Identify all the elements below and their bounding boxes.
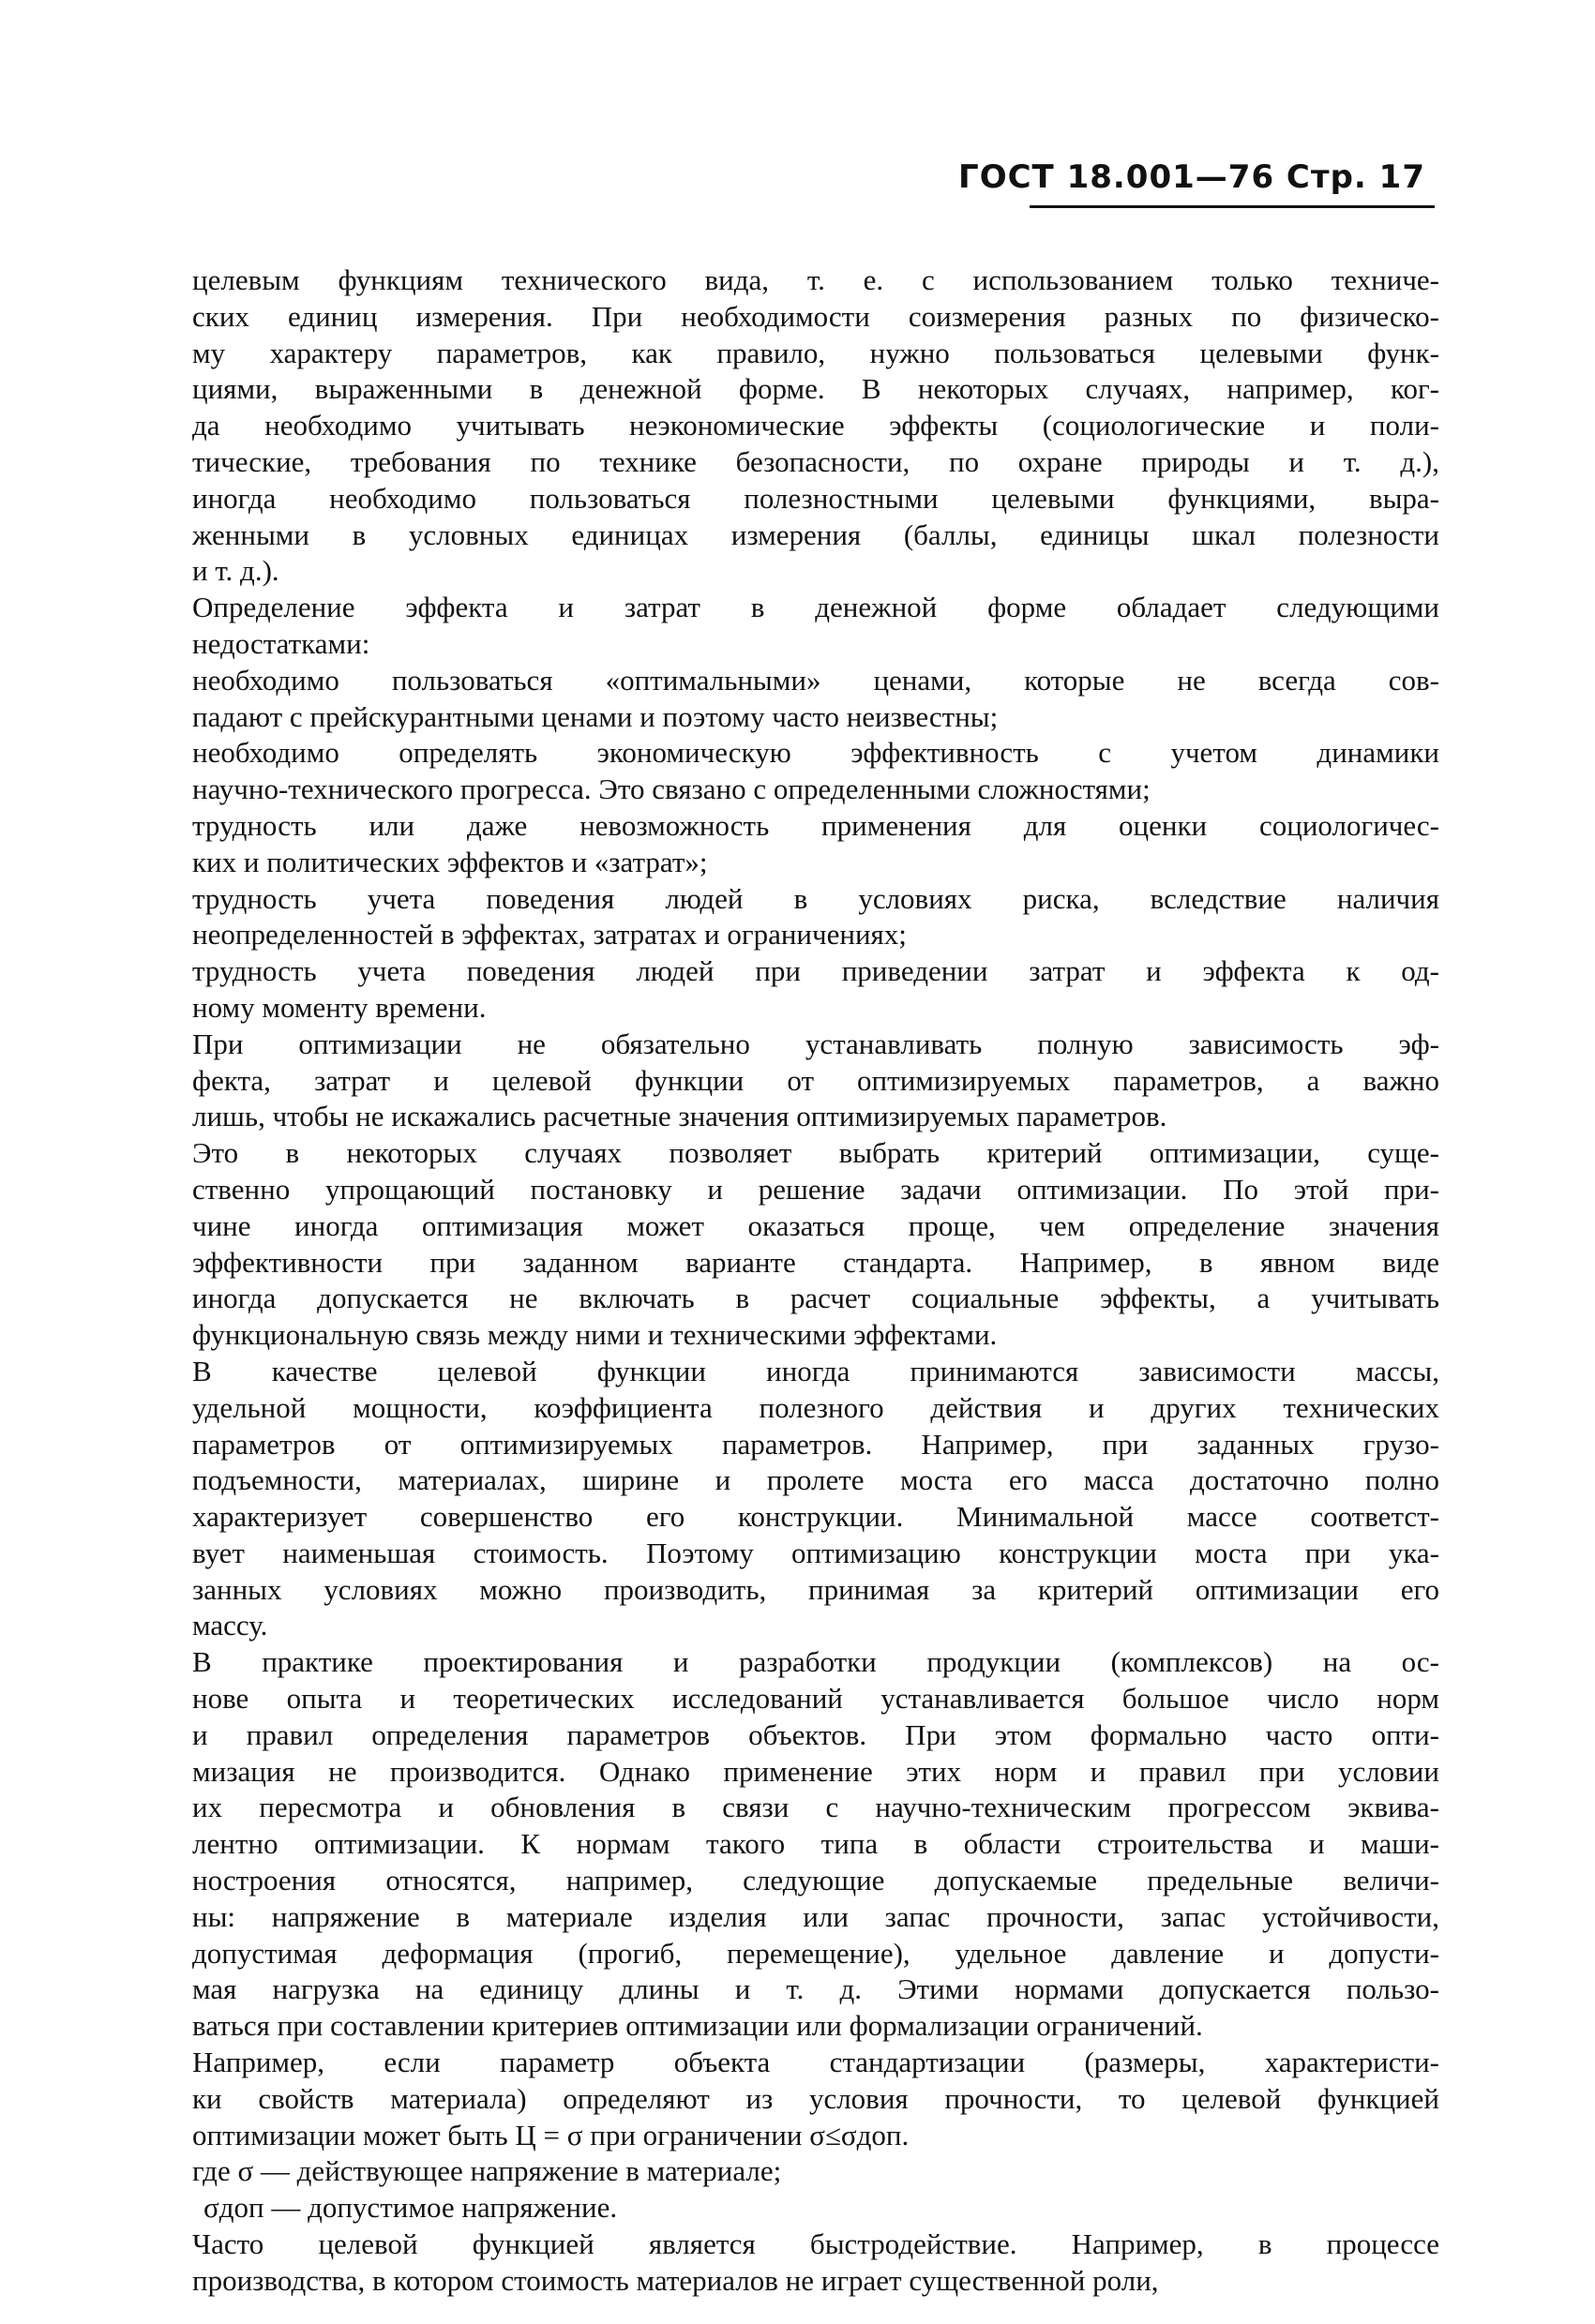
text-line: ки свойств материала) определяют из условия прочности, то целевой функцией [192, 2081, 1439, 2115]
text-line: В практике проектирования и разработки продукции (комплексов) на ос- [192, 1645, 1439, 1679]
text-line: мая нагрузка на единицу длины и т. д. Этими нормами допускается пользо- [192, 1972, 1439, 2006]
text-line: В качестве целевой функции иногда принимаются зависимости массы, [192, 1354, 1439, 1387]
text-line: удельной мощности, коэффициента полезного действия и других технических [192, 1390, 1439, 1424]
text-line: ны: напряжение в материале изделия или запас прочности, запас устойчивости, [192, 1899, 1439, 1933]
paragraph [192, 262, 1439, 590]
text-line: функциональную связь между ними и техническими эффектами. [192, 1318, 998, 1352]
text-line: женными в условных единицах измерения (баллы, единицы шкал полезности [192, 517, 1439, 551]
text-line: подъемности, материалах, ширине и пролете моста его масса достаточно полно [192, 1463, 1439, 1497]
paragraph [192, 953, 1439, 1027]
text-line: тические, требования по технике безопасности, по охране природы и т. д.), [192, 444, 1439, 478]
text-line: σдоп — допустимое напряжение. [203, 2191, 618, 2225]
text-line: ких и политических эффектов и «затрат»; [192, 845, 708, 878]
paragraph [192, 1354, 1439, 1644]
text-line: трудность учета поведения людей в условиях риска, вследствие наличия [192, 881, 1439, 915]
text-line: Например, если параметр объекта стандартизации (размеры, характеристи- [192, 2046, 1439, 2079]
text-line: эффективности при заданном варианте стандарта. Например, в явном виде [192, 1245, 1439, 1279]
text-line: чине иногда оптимизация может оказаться проще, чем определение значения [192, 1208, 1439, 1242]
text-line: недостатками: [192, 626, 370, 660]
text-line: иногда необходимо пользоваться полезностными целевыми функциями, выра- [192, 481, 1439, 515]
paragraph [192, 1644, 1439, 2045]
paragraph [192, 2153, 1439, 2190]
text-line: производства, в котором стоимость материалов не играет существенной роли, [192, 2263, 1159, 2297]
text-line: циями, выраженными в денежной форме. В некоторых случаях, например, ког- [192, 372, 1439, 406]
text-line: При оптимизации не обязательно устанавливать полную зависимость эф- [192, 1027, 1439, 1060]
text-line: необходимо пользоваться «оптимальными» ценами, которые не всегда сов- [192, 663, 1439, 697]
text-line: неопределенностей в эффектах, затратах и ограничениях; [192, 918, 907, 952]
text-line: массу. [192, 1609, 268, 1642]
text-line: Определение эффекта и затрат в денежной форме обладает следующими [192, 591, 1439, 624]
text-line: лентно оптимизации. К нормам такого типа в области строительства и маши- [192, 1827, 1439, 1861]
text-line: Часто целевой функцией является быстродействие. Например, в процессе [192, 2227, 1439, 2261]
text-line: вует наименьшая стоимость. Поэтому оптимизацию конструкции моста при ука- [192, 1536, 1439, 1569]
paragraph [192, 2190, 1439, 2227]
text-line: ственно упрощающий постановку и решение задачи оптимизации. По этой при- [192, 1172, 1439, 1206]
paragraph [192, 2227, 1439, 2300]
text-line: да необходимо учитывать неэкономические эффекты (социологические и поли- [192, 409, 1439, 442]
paragraph [192, 735, 1439, 808]
text-line: необходимо определять экономическую эффективность с учетом динамики [192, 736, 1439, 770]
paragraph [192, 2045, 1439, 2153]
text-line: ному моменту времени. [192, 990, 487, 1024]
paragraph [192, 1135, 1439, 1354]
text-line: лишь, чтобы не искажались расчетные значения оптимизируемых параметров. [192, 1100, 1167, 1133]
header-standard-and-page: ГОСТ 18.001—76 Стр. 17 [958, 158, 1425, 196]
text-line: трудность учета поведения людей при приведении затрат и эффекта к од- [192, 954, 1439, 988]
text-line: их пересмотра и обновления в связи с научно-техническим прогрессом эквива- [192, 1791, 1439, 1824]
paragraph [192, 590, 1439, 663]
paragraph [192, 1027, 1439, 1135]
text-line: и т. д.). [192, 554, 279, 588]
text-line: характеризует совершенство его конструкции. Минимальной массе соответст- [192, 1500, 1439, 1534]
text-line: занных условиях можно производить, принимая за критерий оптимизации его [192, 1572, 1439, 1606]
text-line: падают с прейскурантными ценами и поэтому часто неизвестны; [192, 699, 999, 733]
text-line: ваться при составлении критериев оптимизации или формализации ограничений. [192, 2009, 1203, 2043]
paragraph [192, 881, 1439, 954]
page-header [958, 153, 1442, 209]
text-line: иногда допускается не включать в расчет социальные эффекты, а учитывать [192, 1282, 1439, 1315]
text-line: Это в некоторых случаях позволяет выбрать критерий оптимизации, суще- [192, 1136, 1439, 1170]
document-body [192, 262, 1439, 2300]
text-line: допустимая деформация (прогиб, перемещение), удельное давление и допусти- [192, 1936, 1439, 1970]
text-line: целевым функциям технического вида, т. е. с использованием только техниче- [192, 263, 1439, 296]
text-line: оптимизации может быть Ц = σ при ограничении σ≤σдоп. [192, 2118, 910, 2152]
text-line: мизация не производится. Однако применение этих норм и правил при условии [192, 1754, 1439, 1788]
text-line: трудность или даже невозможность применения для оценки социологичес- [192, 808, 1439, 842]
text-line: ностроения относятся, например, следующие допускаемые предельные величи- [192, 1864, 1439, 1897]
text-line: и правил определения параметров объектов. При этом формально часто опти- [192, 1717, 1439, 1751]
text-line: фекта, затрат и целевой функции от оптимизируемых параметров, а важно [192, 1063, 1439, 1097]
text-line: ских единиц измерения. При необходимости соизмерения разных по физическо- [192, 299, 1439, 333]
text-line: му характеру параметров, как правило, нужно пользоваться целевыми функ- [192, 336, 1439, 369]
paragraph [192, 663, 1439, 736]
text-line: параметров от оптимизируемых параметров. Например, при заданных грузо- [192, 1427, 1439, 1461]
paragraph [192, 808, 1439, 881]
text-line: нове опыта и теоретических исследований устанавливается большое число норм [192, 1682, 1439, 1716]
text-line: где σ — действующее напряжение в материале; [192, 2154, 782, 2188]
header-rule [1030, 205, 1435, 208]
text-line: научно-технического прогресса. Это связано с определенными сложностями; [192, 772, 1151, 806]
